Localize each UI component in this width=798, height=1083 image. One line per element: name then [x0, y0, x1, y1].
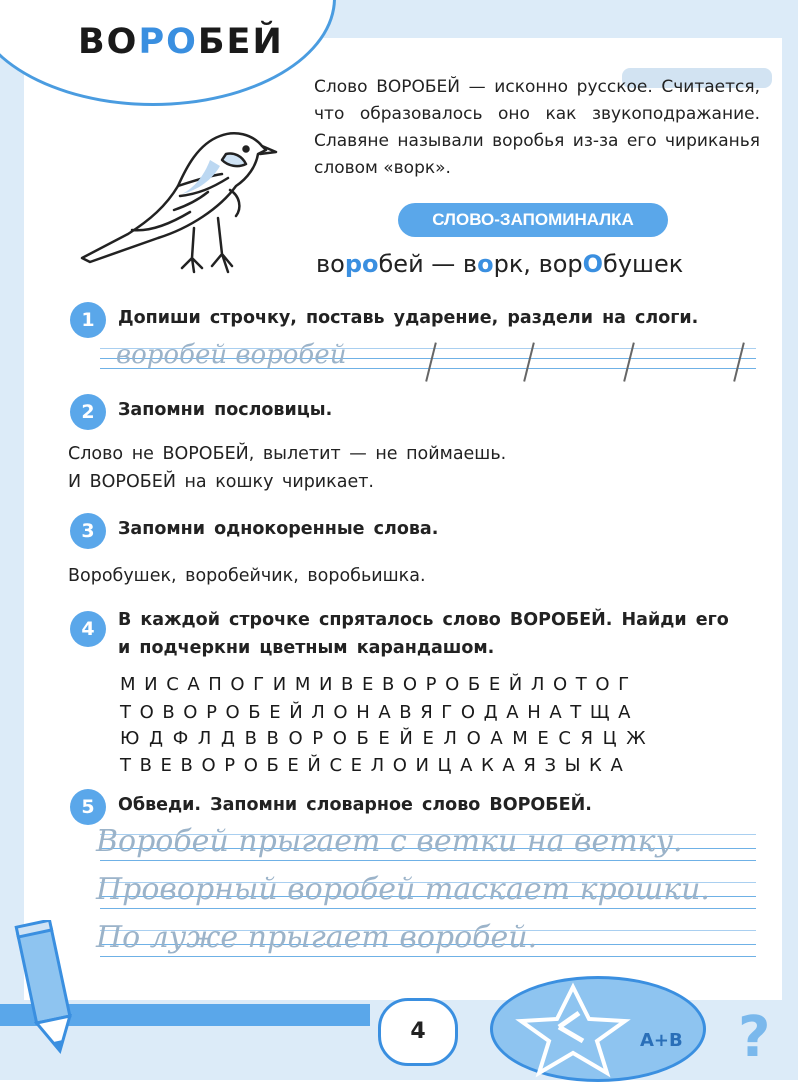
task-number-5: 5 — [70, 789, 106, 825]
letter-row-2[interactable]: ТОВОРОБЕЙЛОНАВЯГОДАНАТЩА — [120, 702, 640, 723]
question-mark-icon: ? — [738, 1005, 771, 1070]
proverb-1: Слово не ВОРОБЕЙ, вылетит — не поймаешь. — [68, 444, 507, 464]
letter-row-1[interactable]: МИСАПОГИМИВЕВОРОБЕЙЛОТОГ — [120, 674, 638, 695]
task-4-instruction-line-1: В каждой строчке спряталось слово ВОРОБЕЙ. Найди его — [118, 610, 729, 630]
task-3-instruction: Запомни однокоренные слова. — [118, 519, 439, 539]
star-badge — [490, 976, 706, 1082]
trace-line-3[interactable]: По луже прыгает воробей. — [96, 920, 538, 955]
pencil-icon — [8, 920, 88, 1060]
proverb-2: И ВОРОБЕЙ на кошку чирикает. — [68, 472, 374, 492]
intro-paragraph: Слово ВОРОБЕЙ — исконно русское. Считается, что образовалось оно как звукоподражание. Славяне называли воробья из-за его чириканья словом «ворк». — [314, 77, 760, 178]
task-number-2: 2 — [70, 394, 106, 430]
related-words: Воробушек, воробейчик, воробьишка. — [68, 566, 426, 586]
trace-line-2[interactable]: Проворный воробей таскает крошки. — [96, 872, 710, 907]
task-number-3: 3 — [70, 513, 106, 549]
letter-row-4[interactable]: ТВЕВОРОБЕЙСЕЛОИЦАКАЯЗЫКА — [120, 755, 632, 776]
task-number-4: 4 — [70, 611, 106, 647]
task-number-1: 1 — [70, 302, 106, 338]
page-title: ВОРОБЕЙ — [78, 22, 284, 62]
trace-line-1[interactable]: Воробей прыгает с ветки на ветку. — [96, 824, 683, 859]
task-5-instruction: Обведи. Запомни словарное слово ВОРОБЕЙ. — [118, 795, 592, 815]
star-icon — [493, 979, 703, 1079]
page-number: 4 — [378, 998, 458, 1066]
formula-text: A+B — [640, 1030, 683, 1051]
task-1-instruction: Допиши строчку, поставь ударение, раздели на слоги. — [118, 308, 699, 328]
mnemonic-label: СЛОВО-ЗАПОМИНАЛКА — [398, 203, 668, 237]
task-2-instruction: Запомни пословицы. — [118, 400, 333, 420]
sparrow-illustration — [70, 116, 280, 284]
page-frame-left — [0, 0, 24, 1080]
mnemonic-phrase: воробей — ворк, ворОбушек — [316, 250, 684, 278]
task-1-sample-word[interactable]: воробей воробей — [116, 340, 347, 370]
page-frame-right — [782, 0, 798, 1080]
task-4-instruction-line-2: и подчеркни цветным карандашом. — [118, 638, 495, 658]
letter-row-3[interactable]: ЮДФЛДВВОРОБЕЙЕЛОАМЕСЯЦЖ — [120, 728, 656, 749]
